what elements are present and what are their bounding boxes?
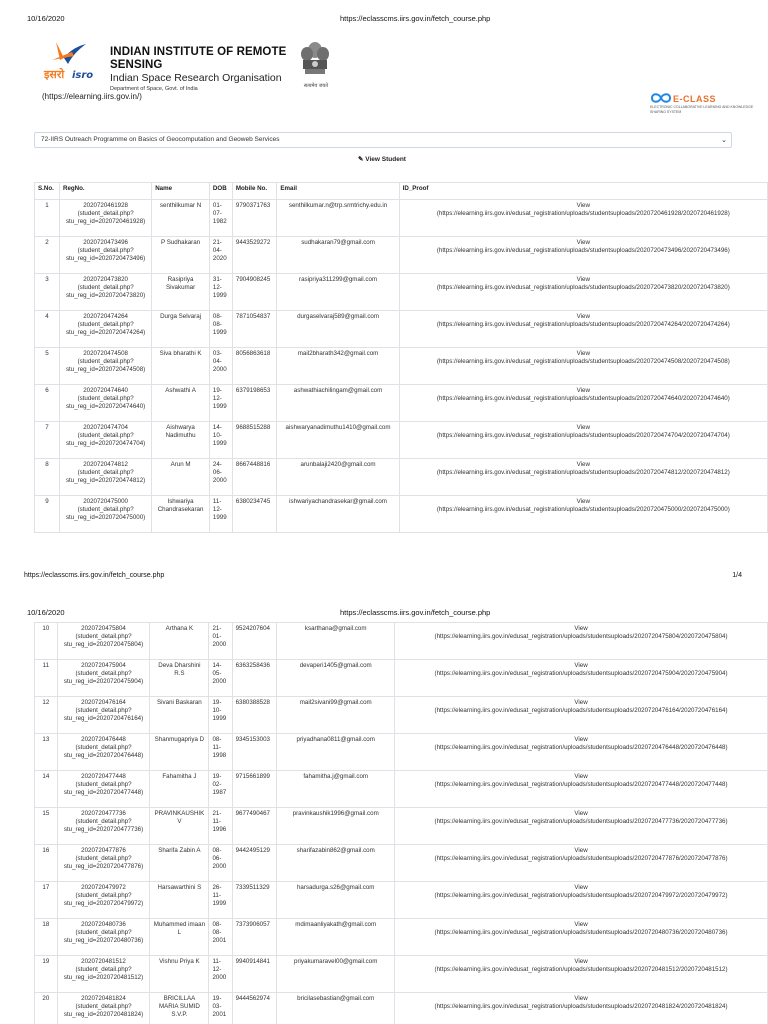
cell-id-proof[interactable]	[395, 771, 768, 808]
cell-mobile: 6380388528	[232, 697, 277, 734]
id-proof-url: (https://elearning.iirs.gov.in/edusat_registration/uploads/studentsuploads/2020720461928/2020720461928)	[436, 210, 730, 217]
student-detail-link[interactable]: (student_detail.php? stu_reg_id=2020720480736)	[63, 929, 144, 944]
cell-regno[interactable]	[59, 459, 151, 496]
regno-link[interactable]: 2020720475000	[83, 498, 128, 505]
print-footer	[0, 572, 768, 586]
print-url: https://eclasscms.iirs.gov.in/fetch_course.php	[340, 14, 491, 23]
col-header-regno: RegNo.	[59, 183, 151, 200]
student-detail-link[interactable]: (student_detail.php? stu_reg_id=2020720476448)	[63, 744, 144, 759]
cell-sno: 5	[35, 348, 60, 385]
student-detail-link[interactable]: (student_detail.php? stu_reg_id=2020720477876)	[63, 855, 144, 870]
regno-link[interactable]: 2020720476164	[81, 699, 126, 706]
cell-dob: 11-12-2000	[209, 956, 232, 993]
students-table-continued	[34, 622, 768, 1024]
cell-email: ishwariyachandrasekar@gmail.com	[277, 496, 399, 533]
cell-regno[interactable]	[57, 993, 150, 1024]
cell-name: Siva bharathi K	[152, 348, 210, 385]
cell-dob: 19-12-1999	[209, 385, 232, 422]
cell-name: Deva Dharshini R.S	[150, 660, 209, 697]
cell-email: arunbalaji2420@gmail.com	[277, 459, 399, 496]
cell-mobile: 9524207604	[232, 623, 277, 660]
table-row	[35, 459, 768, 496]
cell-sno: 4	[35, 311, 60, 348]
cell-mobile: 9715661899	[232, 771, 277, 808]
student-detail-link[interactable]: (student_detail.php? stu_reg_id=2020720477448)	[63, 781, 144, 796]
eclass-subtitle: ELECTRONIC COLLABORATIVE LEARNING AND KNOWLEDGE SHARING SYSTEM	[650, 105, 754, 114]
regno-link[interactable]: 2020720480736	[81, 921, 126, 928]
cell-id-proof[interactable]	[395, 623, 768, 660]
col-header-mobile: Mobile No.	[232, 183, 277, 200]
cell-regno[interactable]	[59, 311, 151, 348]
table-row	[35, 882, 768, 919]
view-student-label: View Student	[365, 156, 406, 163]
regno-link[interactable]: 2020720477876	[81, 847, 126, 854]
id-proof-view-link[interactable]: View	[576, 202, 590, 209]
id-proof-url: (https://elearning.iirs.gov.in/edusat_registration/uploads/studentsuploads/2020720479972/2020720479972)	[434, 892, 728, 899]
cell-regno[interactable]	[57, 623, 150, 660]
cell-regno[interactable]	[59, 422, 151, 459]
svg-text:इसरो: इसरो	[44, 68, 65, 81]
student-detail-link[interactable]: (student_detail.php? stu_reg_id=2020720475804)	[63, 633, 144, 648]
cell-name: Sharifa Zabin A	[150, 845, 209, 882]
table-row	[35, 422, 768, 459]
cell-id-proof[interactable]	[399, 237, 767, 274]
student-detail-link[interactable]: (student_detail.php? stu_reg_id=2020720461928)	[65, 210, 146, 225]
table-row	[35, 845, 768, 882]
student-detail-link[interactable]: (student_detail.php? stu_reg_id=2020720476164)	[63, 707, 144, 722]
view-student-heading	[358, 155, 406, 163]
regno-link[interactable]: 2020720475804	[81, 625, 126, 632]
student-detail-link[interactable]: (student_detail.php? stu_reg_id=2020720475000)	[65, 506, 146, 521]
cell-dob: 26-11-1999	[209, 882, 232, 919]
cell-mobile: 9345153003	[232, 734, 277, 771]
emblem-motto: सत्यमेव जयते	[303, 83, 329, 89]
cell-id-proof[interactable]	[395, 956, 768, 993]
print-header-page-2	[0, 604, 768, 618]
cell-regno[interactable]	[57, 956, 150, 993]
cell-email: mail2bharath342@gmail.com	[277, 348, 399, 385]
cell-sno: 8	[35, 459, 60, 496]
regno-link[interactable]: 2020720475904	[81, 662, 126, 669]
cell-regno[interactable]	[57, 808, 150, 845]
cell-name: senthilkumar N	[152, 200, 210, 237]
cell-email: devaperi1405@gmail.com	[277, 660, 395, 697]
eclass-infinity-icon	[650, 92, 672, 104]
cell-email: mail2sivani99@gmail.com	[277, 697, 395, 734]
id-proof-view-link[interactable]: View	[576, 239, 590, 246]
print-footer-url: https://eclasscms.iirs.gov.in/fetch_course.php	[24, 572, 165, 579]
cell-id-proof[interactable]	[395, 882, 768, 919]
id-proof-url: (https://elearning.iirs.gov.in/edusat_registration/uploads/studentsuploads/2020720474264/2020720474264)	[436, 321, 730, 328]
table-page-2	[0, 622, 768, 1024]
cell-sno: 20	[35, 993, 58, 1024]
cell-dob: 19-10-1999	[209, 697, 232, 734]
cell-id-proof[interactable]	[395, 919, 768, 956]
cell-email: senthilkumar.n@trp.srmtrichy.edu.in	[277, 200, 399, 237]
cell-dob: 08-11-1998	[209, 734, 232, 771]
cell-mobile: 9677490467	[232, 808, 277, 845]
course-select-value: 72-IIRS Outreach Programme on Basics of Geocomputation and Geoweb Services	[41, 136, 280, 143]
id-proof-view-link[interactable]: View	[574, 662, 588, 669]
id-proof-url: (https://elearning.iirs.gov.in/edusat_registration/uploads/studentsuploads/2020720481824/2020720481824)	[434, 1003, 728, 1010]
cell-mobile: 9444562974	[232, 993, 277, 1024]
id-proof-view-link[interactable]: View	[574, 958, 588, 965]
id-proof-view-link[interactable]: View	[574, 699, 588, 706]
svg-text:isro: isro	[72, 70, 94, 81]
cell-sno: 16	[35, 845, 58, 882]
id-proof-url: (https://elearning.iirs.gov.in/edusat_registration/uploads/studentsuploads/2020720475904/2020720475904)	[434, 670, 728, 677]
table-row	[35, 274, 768, 311]
cell-mobile: 6379198653	[232, 385, 277, 422]
cell-name: PRAVINKAUSHIK V	[150, 808, 209, 845]
cell-dob: 03-04-2000	[209, 348, 232, 385]
id-proof-url: (https://elearning.iirs.gov.in/edusat_registration/uploads/studentsuploads/2020720475000/2020720475000)	[436, 506, 730, 513]
cell-id-proof[interactable]	[399, 459, 767, 496]
cell-mobile: 9790371763	[232, 200, 277, 237]
cell-dob: 21-11-1996	[209, 808, 232, 845]
table-row	[35, 385, 768, 422]
table-row	[35, 697, 768, 734]
regno-link[interactable]: 2020720474264	[83, 313, 128, 320]
table-row	[35, 771, 768, 808]
table-row	[35, 734, 768, 771]
table-header-row	[35, 183, 768, 200]
students-table	[34, 182, 768, 533]
regno-link[interactable]: 2020720481512	[81, 958, 126, 965]
cell-id-proof[interactable]	[399, 348, 767, 385]
cell-id-proof[interactable]	[399, 422, 767, 459]
table-row	[35, 660, 768, 697]
cell-sno: 14	[35, 771, 58, 808]
id-proof-view-link[interactable]: View	[576, 461, 590, 468]
id-proof-url: (https://elearning.iirs.gov.in/edusat_registration/uploads/studentsuploads/2020720474508/2020720474508)	[436, 358, 730, 365]
eclass-title: E-CLASS	[673, 94, 717, 104]
regno-link[interactable]: 2020720476448	[81, 736, 126, 743]
cell-email: ksarthana@gmail.com	[277, 623, 395, 660]
cell-dob: 19-03-2001	[209, 993, 232, 1024]
student-detail-link[interactable]: (student_detail.php? stu_reg_id=2020720477736)	[63, 818, 144, 833]
table-row	[35, 808, 768, 845]
cell-email: bricilasebastian@gmail.com	[277, 993, 395, 1024]
organisation-name: Indian Space Research Organisation	[110, 72, 282, 84]
course-select[interactable]	[34, 132, 732, 148]
cell-name: Ashwathi A	[152, 385, 210, 422]
student-detail-link[interactable]: (student_detail.php? stu_reg_id=2020720474508)	[65, 358, 146, 373]
id-proof-view-link[interactable]: View	[574, 847, 588, 854]
id-proof-url: (https://elearning.iirs.gov.in/edusat_registration/uploads/studentsuploads/2020720476164/2020720476164)	[434, 707, 728, 714]
elearning-site-link[interactable]: (https://elearning.iirs.gov.in/)	[42, 92, 142, 101]
student-detail-link[interactable]: (student_detail.php? stu_reg_id=2020720474264)	[65, 321, 146, 336]
cell-sno: 19	[35, 956, 58, 993]
table-row	[35, 200, 768, 237]
cell-dob: 19-02-1987	[209, 771, 232, 808]
regno-link[interactable]: 2020720479972	[81, 884, 126, 891]
student-detail-link[interactable]: (student_detail.php? stu_reg_id=2020720481824)	[63, 1003, 144, 1018]
cell-name: Rasipriya Sivakumar	[152, 274, 210, 311]
cell-name: Harsawarthini S	[150, 882, 209, 919]
cell-mobile: 7373906057	[232, 919, 277, 956]
cell-mobile: 8667448816	[232, 459, 277, 496]
id-proof-url: (https://elearning.iirs.gov.in/edusat_registration/uploads/studentsuploads/2020720473496/2020720473496)	[436, 247, 730, 254]
id-proof-view-link[interactable]: View	[574, 921, 588, 928]
cell-id-proof[interactable]	[399, 385, 767, 422]
id-proof-url: (https://elearning.iirs.gov.in/edusat_registration/uploads/studentsuploads/2020720475804/2020720475804)	[434, 633, 728, 640]
regno-link[interactable]: 2020720474508	[83, 350, 128, 357]
regno-link[interactable]: 2020720481824	[81, 995, 126, 1002]
cell-name: Arun M	[152, 459, 210, 496]
cell-name: Ishwariya Chandrasekaran	[152, 496, 210, 533]
cell-id-proof[interactable]	[395, 993, 768, 1024]
cell-sno: 17	[35, 882, 58, 919]
cell-regno[interactable]	[57, 919, 150, 956]
cell-mobile: 9442495129	[232, 845, 277, 882]
cell-name: P Sudhakaran	[152, 237, 210, 274]
student-detail-link[interactable]: (student_detail.php? stu_reg_id=2020720474640)	[65, 395, 146, 410]
table-row	[35, 956, 768, 993]
cell-dob: 21-01-2000	[209, 623, 232, 660]
cell-dob: 14-10-1999	[209, 422, 232, 459]
id-proof-view-link[interactable]: View	[576, 424, 590, 431]
cell-mobile: 7871054837	[232, 311, 277, 348]
student-detail-link[interactable]: (student_detail.php? stu_reg_id=2020720481512)	[63, 966, 144, 981]
print-date: 10/16/2020	[27, 14, 65, 23]
cell-id-proof[interactable]	[399, 311, 767, 348]
cell-regno[interactable]	[59, 385, 151, 422]
col-header-email: Email	[277, 183, 399, 200]
cell-id-proof[interactable]	[395, 845, 768, 882]
chevron-down-icon: ⌄	[721, 137, 727, 144]
print-page-number: 1/4	[732, 572, 742, 579]
cell-mobile: 9443529272	[232, 237, 277, 274]
cell-mobile: 9940914841	[232, 956, 277, 993]
cell-regno[interactable]	[57, 660, 150, 697]
cell-email: aishwaryanadimuthu1410@gmail.com	[277, 422, 399, 459]
id-proof-view-link[interactable]: View	[576, 276, 590, 283]
id-proof-view-link[interactable]: View	[576, 387, 590, 394]
cell-id-proof[interactable]	[399, 200, 767, 237]
col-header-dob: DOB	[209, 183, 232, 200]
cell-dob: 21-04-2020	[209, 237, 232, 274]
cell-regno[interactable]	[59, 200, 151, 237]
id-proof-url: (https://elearning.iirs.gov.in/edusat_registration/uploads/studentsuploads/2020720477448/2020720477448)	[434, 781, 728, 788]
cell-name: BRICILLAA MARIA SUMID S.V.P.	[150, 993, 209, 1024]
cell-dob: 01-07-1982	[209, 200, 232, 237]
cell-regno[interactable]	[59, 237, 151, 274]
student-detail-link[interactable]: (student_detail.php? stu_reg_id=2020720475904)	[63, 670, 144, 685]
cell-name: Sivani Baskaran	[150, 697, 209, 734]
cell-mobile: 9688515288	[232, 422, 277, 459]
cell-dob: 24-06-2000	[209, 459, 232, 496]
cell-sno: 13	[35, 734, 58, 771]
id-proof-view-link[interactable]: View	[574, 995, 588, 1002]
student-detail-link[interactable]: (student_detail.php? stu_reg_id=2020720479972)	[63, 892, 144, 907]
cell-mobile: 7339511329	[232, 882, 277, 919]
cell-sno: 18	[35, 919, 58, 956]
cell-sno: 2	[35, 237, 60, 274]
institute-title: INDIAN INSTITUTE OF REMOTE SENSING	[110, 46, 287, 71]
table-row	[35, 348, 768, 385]
col-header-id-proof: ID_Proof	[399, 183, 767, 200]
cell-sno: 6	[35, 385, 60, 422]
cell-sno: 3	[35, 274, 60, 311]
table-row	[35, 496, 768, 533]
id-proof-url: (https://elearning.iirs.gov.in/edusat_registration/uploads/studentsuploads/2020720473820/2020720473820)	[436, 284, 730, 291]
id-proof-url: (https://elearning.iirs.gov.in/edusat_registration/uploads/studentsuploads/2020720474704/2020720474704)	[436, 432, 730, 439]
isro-logo-icon	[42, 38, 98, 86]
regno-link[interactable]: 2020720477736	[81, 810, 126, 817]
print-url: https://eclasscms.iirs.gov.in/fetch_course.php	[340, 608, 491, 617]
cell-dob: 08-08-2001	[209, 919, 232, 956]
cell-id-proof[interactable]	[395, 734, 768, 771]
cell-dob: 14-05-2000	[209, 660, 232, 697]
id-proof-url: (https://elearning.iirs.gov.in/edusat_registration/uploads/studentsuploads/2020720481512/2020720481512)	[434, 966, 728, 973]
cell-email: rasipriya311299@gmail.com	[277, 274, 399, 311]
cell-dob: 31-12-1999	[209, 274, 232, 311]
id-proof-view-link[interactable]: View	[576, 498, 590, 505]
table-page-1	[0, 182, 768, 542]
edit-icon: ✎	[358, 156, 364, 163]
id-proof-view-link[interactable]: View	[574, 736, 588, 743]
cell-id-proof[interactable]	[395, 808, 768, 845]
cell-dob: 08-08-1999	[209, 311, 232, 348]
id-proof-url: (https://elearning.iirs.gov.in/edusat_registration/uploads/studentsuploads/2020720474640/2020720474640)	[436, 395, 730, 402]
regno-link[interactable]: 2020720477448	[81, 773, 126, 780]
id-proof-url: (https://elearning.iirs.gov.in/edusat_registration/uploads/studentsuploads/2020720474812/2020720474812)	[436, 469, 730, 476]
cell-name: Fahamitha J	[150, 771, 209, 808]
id-proof-view-link[interactable]: View	[576, 350, 590, 357]
cell-regno[interactable]	[59, 274, 151, 311]
cell-regno[interactable]	[57, 882, 150, 919]
print-date: 10/16/2020	[27, 608, 65, 617]
cell-email: durgaselvaraj589@gmail.com	[277, 311, 399, 348]
cell-name: Aishwarya Nadimuthu	[152, 422, 210, 459]
student-detail-link[interactable]: (student_detail.php? stu_reg_id=2020720473496)	[65, 247, 146, 262]
cell-name: Arthana K	[150, 623, 209, 660]
cell-email: sharifazabin862@gmail.com	[277, 845, 395, 882]
id-proof-view-link[interactable]: View	[574, 773, 588, 780]
table-row	[35, 311, 768, 348]
regno-link[interactable]: 2020720474640	[83, 387, 128, 394]
cell-mobile: 6380234745	[232, 496, 277, 533]
cell-regno[interactable]	[57, 845, 150, 882]
cell-regno[interactable]	[57, 771, 150, 808]
cell-mobile: 8056863618	[232, 348, 277, 385]
id-proof-url: (https://elearning.iirs.gov.in/edusat_registration/uploads/studentsuploads/2020720477736/2020720477736)	[434, 818, 728, 825]
col-header-sno: S.No.	[35, 183, 60, 200]
cell-id-proof[interactable]	[395, 660, 768, 697]
cell-sno: 10	[35, 623, 58, 660]
regno-link[interactable]: 2020720474704	[83, 424, 128, 431]
table-row	[35, 237, 768, 274]
cell-email: mdimaanliyakath@gmail.com	[277, 919, 395, 956]
id-proof-view-link[interactable]: View	[574, 810, 588, 817]
table-row	[35, 623, 768, 660]
regno-link[interactable]: 2020720473496	[83, 239, 128, 246]
regno-link[interactable]: 2020720474812	[83, 461, 128, 468]
cell-sno: 9	[35, 496, 60, 533]
cell-dob: 08-06-2000	[209, 845, 232, 882]
cell-regno[interactable]	[59, 348, 151, 385]
id-proof-url: (https://elearning.iirs.gov.in/edusat_registration/uploads/studentsuploads/2020720477876/2020720477876)	[434, 855, 728, 862]
id-proof-url: (https://elearning.iirs.gov.in/edusat_registration/uploads/studentsuploads/2020720476448/2020720476448)	[434, 744, 728, 751]
cell-sno: 12	[35, 697, 58, 734]
id-proof-view-link[interactable]: View	[574, 625, 588, 632]
cell-sno: 15	[35, 808, 58, 845]
cell-email: sudhakaran79@gmail.com	[277, 237, 399, 274]
table-row	[35, 993, 768, 1024]
cell-name: Muhammed imaan L	[150, 919, 209, 956]
cell-sno: 11	[35, 660, 58, 697]
regno-link[interactable]: 2020720461928	[83, 202, 128, 209]
id-proof-view-link[interactable]: View	[576, 313, 590, 320]
print-header	[0, 10, 768, 24]
id-proof-url: (https://elearning.iirs.gov.in/edusat_registration/uploads/studentsuploads/2020720480736/2020720480736)	[434, 929, 728, 936]
cell-email: pravinkaushik1996@gmail.com	[277, 808, 395, 845]
student-detail-link[interactable]: (student_detail.php? stu_reg_id=2020720474812)	[65, 469, 146, 484]
cell-mobile: 7904908245	[232, 274, 277, 311]
cell-name: Vishnu Priya K	[150, 956, 209, 993]
cell-id-proof[interactable]	[395, 697, 768, 734]
id-proof-view-link[interactable]: View	[574, 884, 588, 891]
cell-email: priyakumaravel00@gmail.com	[277, 956, 395, 993]
cell-mobile: 6363258436	[232, 660, 277, 697]
cell-id-proof[interactable]	[399, 274, 767, 311]
table-row	[35, 919, 768, 956]
regno-link[interactable]: 2020720473820	[83, 276, 128, 283]
cell-regno[interactable]	[57, 734, 150, 771]
cell-sno: 7	[35, 422, 60, 459]
department-name: Department of Space, Govt. of India	[110, 86, 198, 92]
cell-email: harsadurga.s26@gmail.com	[277, 882, 395, 919]
student-detail-link[interactable]: (student_detail.php? stu_reg_id=2020720474704)	[65, 432, 146, 447]
col-header-name: Name	[152, 183, 210, 200]
cell-email: ashwathiachilingam@gmail.com	[277, 385, 399, 422]
cell-regno[interactable]	[57, 697, 150, 734]
cell-dob: 11-12-1999	[209, 496, 232, 533]
cell-email: priyadhana0811@gmail.com	[277, 734, 395, 771]
cell-email: fahamitha.j@gmail.com	[277, 771, 395, 808]
cell-id-proof[interactable]	[399, 496, 767, 533]
cell-sno: 1	[35, 200, 60, 237]
student-detail-link[interactable]: (student_detail.php? stu_reg_id=2020720473820)	[65, 284, 146, 299]
cell-name: Durga Selvaraj	[152, 311, 210, 348]
cell-name: Shanmugapriya D	[150, 734, 209, 771]
eclass-logo	[650, 91, 756, 119]
cell-regno[interactable]	[59, 496, 151, 533]
